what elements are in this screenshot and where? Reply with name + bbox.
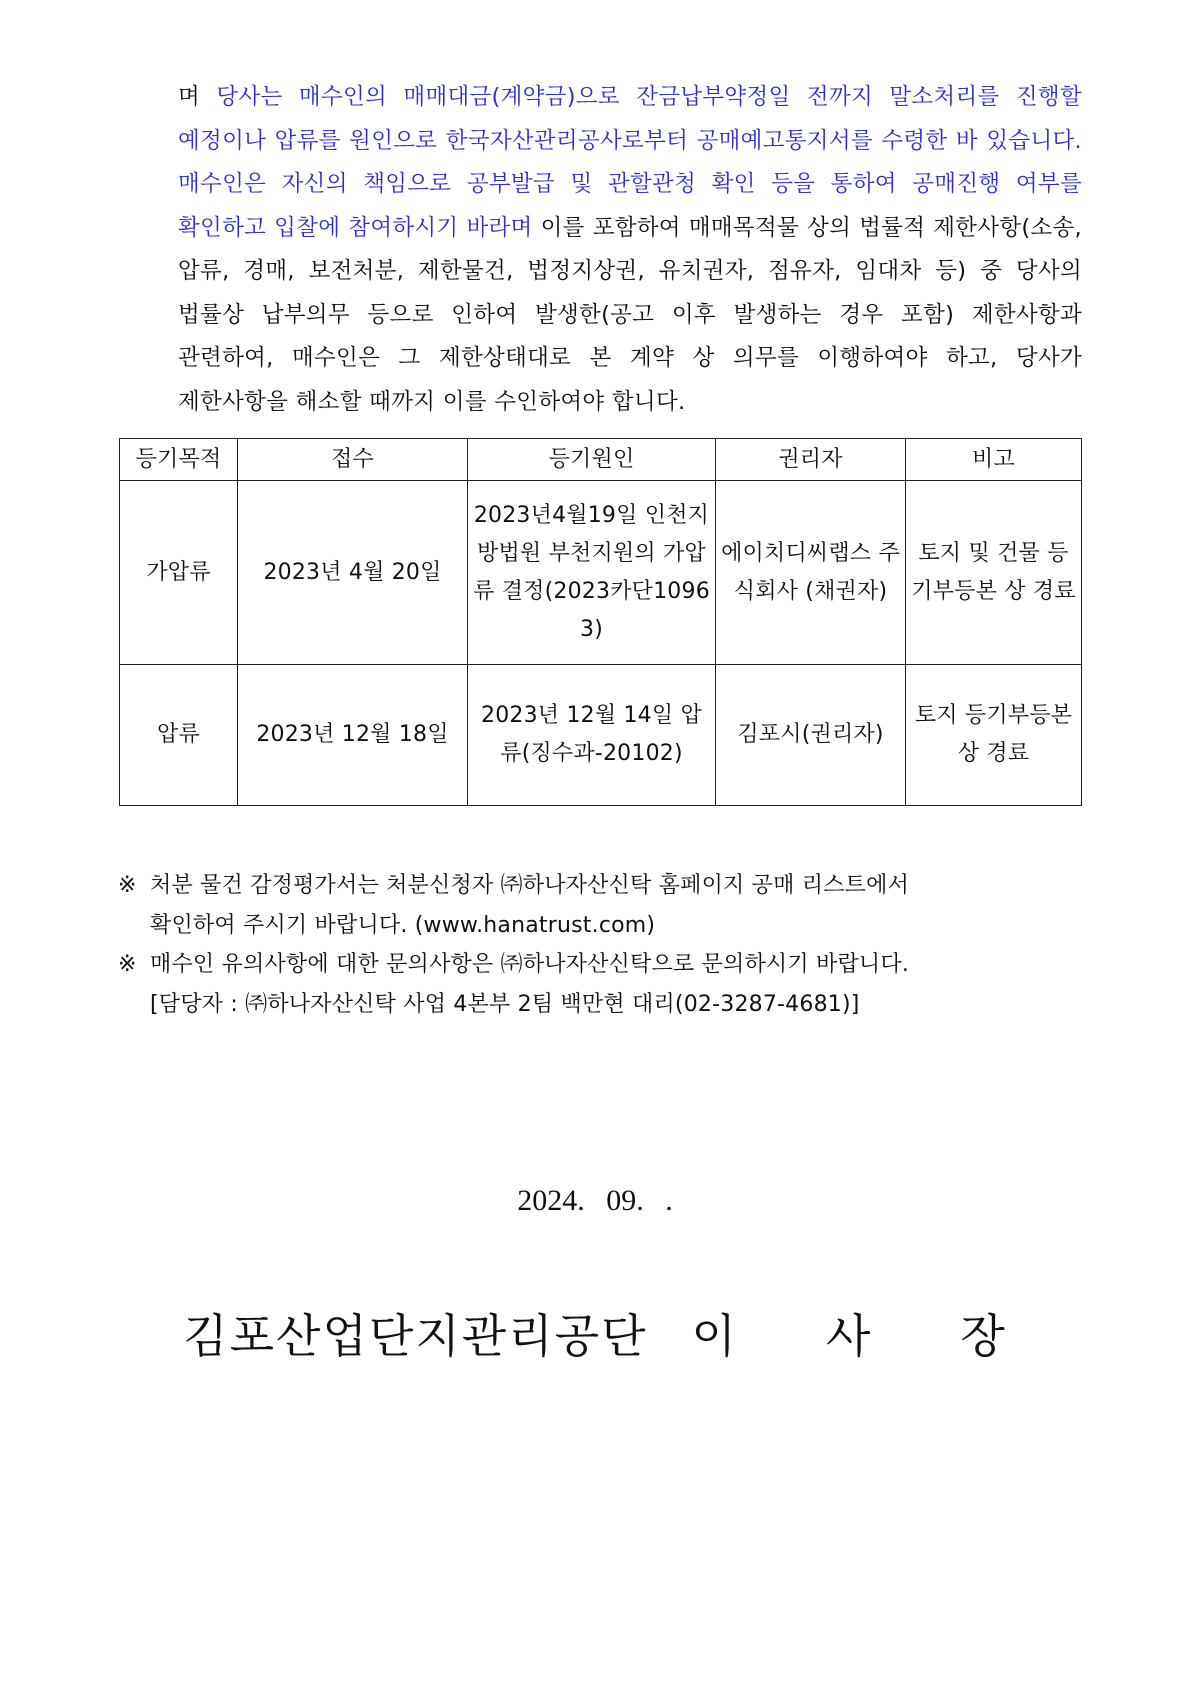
cell-holder: 에이치디씨랩스 주식회사 (채권자) (716, 481, 906, 665)
paragraph-rest: 이를 포함하여 매매목적물 상의 법률적 제한사항(소송, 압류, 경매, 보전처분, 제한물건, 법정지상권, 유치권자, 점유자, 임대차 등) 중 당사의 법률상 납부의무 등으로 인하여 발생한(공고 이후 발생하는 경우 포함) 제한사항과 관련하여, 매수인은 그 제한상태대로 본 계약 상 의무를 이행하여야 하고, 당사가 제한사항을 해소할 때까지 이를 수인하여야 합니다. (178, 214, 1083, 415)
note-2-continued (118, 985, 1018, 1025)
table-row (120, 665, 1082, 806)
paragraph-lead: 며 (178, 84, 217, 110)
note-2-line-1: 매수인 유의사항에 대한 문의사항은 ㈜하나자산신탁으로 문의하시기 바랍니다. (150, 952, 910, 977)
cell-receipt: 2023년 12월 18일 (238, 665, 468, 806)
note-2 (118, 945, 1018, 985)
cell-cause: 2023년 12월 14일 압류(징수과-20102) (468, 665, 716, 806)
table-header-row (120, 439, 1082, 481)
document-date: 2024. 09. . (517, 1184, 673, 1217)
cell-holder: 김포시(권리자) (716, 665, 906, 806)
header-cause: 등기원인 (468, 439, 716, 481)
notice-paragraph (178, 76, 1082, 424)
cell-purpose: 가압류 (120, 481, 238, 665)
title-char-3: 장 (960, 1309, 1007, 1363)
reference-mark-icon: ※ (118, 873, 137, 898)
table-row (120, 481, 1082, 665)
organization-name: 김포산업단지관리공단 (183, 1309, 648, 1363)
cell-cause: 2023년4월19일 인천지방법원 부천지원의 가압류 결정(2023카단10963) (468, 481, 716, 665)
note-1 (118, 866, 1018, 906)
note-1-continued (118, 906, 1018, 946)
registry-table (119, 438, 1082, 806)
reference-mark-icon: ※ (118, 952, 137, 977)
cell-purpose: 압류 (120, 665, 238, 806)
cell-remark: 토지 등기부등본 상 경료 (906, 665, 1082, 806)
notes-section (118, 866, 1018, 1024)
note-1-line-2: 확인하여 주시기 바랍니다. (www.hanatrust.com) (150, 912, 656, 938)
header-remark: 비고 (906, 439, 1082, 481)
cell-receipt: 2023년 4월 20일 (238, 481, 468, 665)
title-char-2: 사 (825, 1309, 873, 1363)
cell-remark: 토지 및 건물 등기부등본 상 경료 (906, 481, 1082, 665)
signature-line (0, 1300, 1190, 1366)
title-char-1: 이 (691, 1309, 738, 1363)
paragraph-highlight: 당사는 매수인의 매매대금(계약금)으로 잔금납부약정일 전까지 말소처리를 진행할 예정이나 압류를 원인으로 한국자산관리공사로부터 공매예고통지서를 수령한 바 있습니다. 매수인은 자신의 책임으로 공부발급 및 관할관청 확인 등을 통하여 공매진행 여부를 확인하고 입찰에 참여하시기 바라며 (178, 84, 1082, 241)
note-2-line-2: [담당자 : ㈜하나자산신탁 사업 4본부 2팀 백만현 대리(02-3287-4681)] (150, 991, 860, 1017)
note-1-line-1: 처분 물건 감정평가서는 처분신청자 ㈜하나자산신탁 홈페이지 공매 리스트에서 (150, 873, 910, 898)
header-receipt: 접수 (238, 439, 468, 481)
header-purpose: 등기목적 (120, 439, 238, 481)
header-holder: 권리자 (716, 439, 906, 481)
